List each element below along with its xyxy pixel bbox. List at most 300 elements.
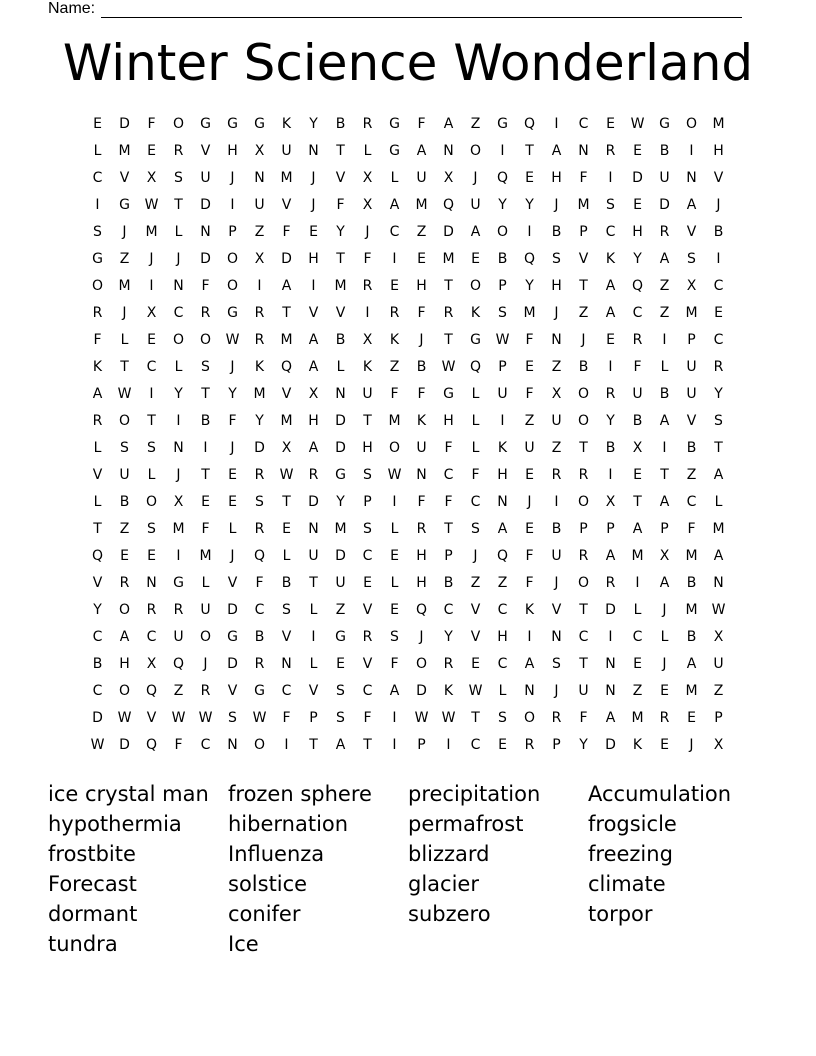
grid-letter: Z [416, 224, 427, 240]
grid-letter: E [471, 251, 480, 267]
grid-letter: N [551, 629, 562, 645]
grid-row [84, 277, 732, 304]
grid-letter: F [633, 359, 642, 375]
grid-letter: Y [525, 278, 534, 294]
grid-letter: U [470, 197, 481, 213]
grid-letter: T [444, 332, 453, 348]
grid-letter: M [685, 602, 698, 618]
grid-letter: Q [145, 683, 158, 699]
grid-letter: A [659, 494, 670, 510]
grid-letter: P [579, 224, 588, 240]
grid-letter: I [257, 278, 262, 294]
grid-letter: L [228, 521, 237, 537]
grid-letter: Z [524, 413, 535, 429]
grid-letter: B [605, 440, 616, 456]
name-field-row [48, 0, 742, 18]
grid-letter: E [714, 305, 723, 321]
grid-letter: G [335, 467, 346, 483]
grid-letter: E [201, 494, 210, 510]
grid-letter: M [442, 251, 455, 267]
grid-letter: M [685, 305, 698, 321]
grid-letter: S [363, 521, 372, 537]
grid-row [84, 223, 732, 250]
grid-letter: V [335, 305, 346, 321]
grid-letter: M [253, 386, 266, 402]
grid-row [84, 412, 732, 439]
grid-letter: U [551, 548, 562, 564]
grid-letter: D [632, 170, 643, 186]
grid-letter: X [713, 629, 724, 645]
grid-row [84, 736, 732, 763]
grid-letter: V [119, 170, 130, 186]
grid-letter: W [90, 737, 105, 753]
grid-letter: U [713, 656, 724, 672]
grid-letter: X [362, 197, 373, 213]
grid-letter: S [687, 251, 696, 267]
grid-letter: X [146, 305, 157, 321]
grid-letter: D [659, 197, 670, 213]
grid-letter: K [524, 602, 535, 618]
grid-letter: J [230, 359, 235, 375]
grid-letter: R [362, 278, 373, 294]
word-list-item: hibernation [228, 812, 349, 836]
grid-letter: W [144, 197, 159, 213]
grid-letter: I [176, 413, 181, 429]
grid-letter: I [608, 467, 613, 483]
grid-letter: E [120, 548, 129, 564]
grid-letter: T [336, 143, 345, 159]
word-list-item: precipitation [408, 782, 541, 806]
grid-letter: J [662, 656, 667, 672]
grid-letter: O [226, 278, 239, 294]
grid-letter: H [416, 575, 427, 591]
word-list-item: Influenza [228, 842, 325, 866]
grid-letter: G [119, 197, 130, 213]
grid-letter: Q [631, 278, 644, 294]
grid-letter: O [253, 737, 266, 753]
grid-letter: N [281, 656, 292, 672]
grid-letter: L [471, 413, 480, 429]
grid-letter: J [554, 305, 559, 321]
grid-letter: D [227, 656, 238, 672]
grid-letter: I [230, 197, 235, 213]
grid-letter: W [711, 602, 726, 618]
grid-letter: Z [173, 683, 184, 699]
grid-letter: J [689, 737, 694, 753]
grid-letter: Z [254, 224, 265, 240]
grid-letter: V [308, 683, 319, 699]
grid-letter: I [554, 494, 559, 510]
grid-letter: N [254, 170, 265, 186]
grid-letter: V [551, 602, 562, 618]
grid-letter: D [605, 737, 616, 753]
grid-letter: R [578, 467, 589, 483]
grid-letter: A [605, 278, 616, 294]
word-list-item: Forecast [48, 872, 137, 896]
grid-row [84, 574, 732, 601]
grid-letter: G [443, 386, 454, 402]
grid-letter: C [200, 737, 211, 753]
grid-letter: Q [91, 548, 104, 564]
grid-letter: Z [686, 467, 697, 483]
name-label: Name: [48, 0, 96, 17]
grid-letter: O [199, 629, 212, 645]
grid-letter: R [659, 224, 670, 240]
grid-letter: B [335, 332, 346, 348]
grid-letter: E [147, 143, 156, 159]
grid-letter: N [200, 224, 211, 240]
grid-letter: W [387, 467, 402, 483]
grid-letter: W [630, 116, 645, 132]
grid-letter: V [92, 575, 103, 591]
grid-letter: I [662, 332, 667, 348]
grid-letter: V [686, 413, 697, 429]
grid-letter: C [497, 602, 508, 618]
grid-letter: A [119, 629, 130, 645]
grid-letter: C [632, 305, 643, 321]
grid-letter: O [172, 116, 185, 132]
grid-letter: K [470, 305, 481, 321]
grid-letter: E [633, 143, 642, 159]
grid-letter: V [200, 143, 211, 159]
grid-letter: C [713, 332, 724, 348]
grid-letter: J [176, 251, 181, 267]
grid-letter: I [500, 143, 505, 159]
grid-letter: D [308, 494, 319, 510]
grid-letter: Z [470, 575, 481, 591]
grid-row [84, 547, 732, 574]
grid-letter: A [605, 305, 616, 321]
grid-letter: E [525, 467, 534, 483]
grid-letter: Y [606, 413, 615, 429]
grid-letter: V [578, 251, 589, 267]
grid-letter: B [92, 656, 103, 672]
grid-letter: E [633, 467, 642, 483]
grid-letter: Z [470, 116, 481, 132]
grid-letter: N [146, 575, 157, 591]
grid-letter: D [200, 251, 211, 267]
grid-letter: R [173, 143, 184, 159]
grid-letter: J [230, 548, 235, 564]
grid-letter: X [254, 143, 265, 159]
grid-letter: I [527, 629, 532, 645]
grid-letter: S [552, 656, 561, 672]
grid-letter: B [281, 575, 292, 591]
grid-letter: M [199, 548, 212, 564]
grid-letter: Y [174, 386, 183, 402]
grid-letter: A [470, 224, 481, 240]
grid-letter: H [362, 440, 373, 456]
grid-letter: O [469, 143, 482, 159]
grid-letter: X [605, 494, 616, 510]
grid-letter: H [551, 278, 562, 294]
grid-letter: E [498, 737, 507, 753]
word-list-item: conifer [228, 902, 301, 926]
grid-letter: D [200, 197, 211, 213]
word-list-item: frozen sphere [228, 782, 372, 806]
grid-letter: A [92, 386, 103, 402]
grid-letter: G [254, 116, 265, 132]
grid-letter: H [497, 467, 508, 483]
grid-letter: K [254, 359, 265, 375]
grid-letter: W [414, 710, 429, 726]
grid-letter: L [93, 440, 102, 456]
grid-letter: C [686, 494, 697, 510]
grid-letter: D [227, 602, 238, 618]
grid-letter: H [443, 413, 454, 429]
grid-letter: L [633, 602, 642, 618]
grid-letter: I [446, 737, 451, 753]
grid-letter: J [149, 251, 154, 267]
grid-letter: R [605, 386, 616, 402]
grid-letter: T [363, 413, 372, 429]
grid-letter: M [685, 548, 698, 564]
grid-letter: A [605, 548, 616, 564]
grid-letter: S [147, 521, 156, 537]
grid-letter: T [309, 575, 318, 591]
word-list-item: subzero [408, 902, 491, 926]
grid-letter: G [227, 629, 238, 645]
grid-letter: A [308, 440, 319, 456]
grid-letter: W [441, 710, 456, 726]
grid-letter: L [309, 656, 318, 672]
grid-letter: C [362, 683, 373, 699]
grid-letter: N [227, 737, 238, 753]
grid-letter: S [228, 710, 237, 726]
grid-letter: T [147, 413, 156, 429]
grid-letter: C [146, 629, 157, 645]
grid-letter: J [311, 170, 316, 186]
grid-letter: I [149, 386, 154, 402]
grid-letter: Z [389, 359, 400, 375]
grid-letter: M [415, 197, 428, 213]
grid-letter: L [660, 629, 669, 645]
grid-letter: X [686, 278, 697, 294]
grid-letter: O [523, 710, 536, 726]
grid-letter: Y [525, 197, 534, 213]
grid-letter: H [119, 656, 130, 672]
grid-letter: H [308, 251, 319, 267]
grid-letter: M [712, 116, 725, 132]
grid-letter: I [527, 224, 532, 240]
grid-letter: I [203, 440, 208, 456]
grid-letter: D [416, 683, 427, 699]
grid-letter: E [606, 332, 615, 348]
grid-letter: Y [336, 494, 345, 510]
grid-letter: J [662, 602, 667, 618]
grid-letter: T [579, 440, 588, 456]
grid-letter: I [608, 629, 613, 645]
grid-letter: P [498, 359, 507, 375]
grid-letter: R [254, 656, 265, 672]
grid-letter: W [279, 467, 294, 483]
grid-letter: U [686, 386, 697, 402]
word-list-item: torpor [588, 902, 653, 926]
grid-letter: L [174, 224, 183, 240]
grid-letter: O [469, 278, 482, 294]
grid-letter: F [147, 116, 156, 132]
grid-letter: X [362, 170, 373, 186]
grid-letter: X [659, 548, 670, 564]
grid-letter: I [608, 359, 613, 375]
grid-letter: X [254, 251, 265, 267]
grid-letter: Q [496, 548, 509, 564]
grid-letter: W [495, 332, 510, 348]
grid-letter: A [659, 251, 670, 267]
grid-letter: F [525, 575, 534, 591]
grid-letter: Z [632, 683, 643, 699]
grid-letter: H [497, 629, 508, 645]
grid-letter: N [416, 467, 427, 483]
grid-letter: P [606, 521, 615, 537]
grid-letter: A [659, 575, 670, 591]
grid-letter: G [227, 305, 238, 321]
grid-letter: M [577, 197, 590, 213]
grid-letter: R [146, 602, 157, 618]
grid-letter: U [416, 170, 427, 186]
grid-letter: A [686, 197, 697, 213]
grid-letter: M [280, 332, 293, 348]
grid-letter: E [228, 494, 237, 510]
grid-row [84, 358, 732, 385]
grid-letter: A [389, 197, 400, 213]
grid-letter: L [714, 494, 723, 510]
grid-letter: A [659, 413, 670, 429]
grid-letter: X [713, 737, 724, 753]
grid-letter: C [281, 683, 292, 699]
grid-letter: Q [172, 656, 185, 672]
grid-letter: S [120, 440, 129, 456]
grid-letter: V [686, 224, 697, 240]
grid-letter: E [633, 197, 642, 213]
grid-letter: E [660, 737, 669, 753]
grid-letter: I [554, 116, 559, 132]
grid-letter: M [280, 413, 293, 429]
name-underline [101, 3, 742, 18]
grid-letter: J [554, 683, 559, 699]
grid-letter: L [390, 170, 399, 186]
grid-letter: C [443, 467, 454, 483]
grid-letter: U [524, 440, 535, 456]
grid-letter: K [281, 116, 292, 132]
grid-letter: J [716, 197, 721, 213]
grid-letter: S [174, 170, 183, 186]
grid-letter: R [659, 710, 670, 726]
grid-letter: S [282, 602, 291, 618]
letter-grid [84, 115, 732, 763]
grid-letter: F [336, 197, 345, 213]
grid-letter: B [578, 359, 589, 375]
grid-letter: S [498, 710, 507, 726]
grid-letter: Q [280, 359, 293, 375]
grid-letter: B [713, 224, 724, 240]
grid-letter: E [606, 116, 615, 132]
grid-letter: E [336, 656, 345, 672]
grid-letter: Y [228, 386, 237, 402]
grid-letter: K [92, 359, 103, 375]
grid-letter: N [173, 440, 184, 456]
grid-letter: J [230, 440, 235, 456]
grid-letter: R [92, 305, 103, 321]
grid-letter: C [443, 602, 454, 618]
grid-letter: M [523, 305, 536, 321]
grid-letter: U [659, 170, 670, 186]
grid-letter: B [659, 143, 670, 159]
grid-letter: T [201, 386, 210, 402]
grid-letter: E [525, 359, 534, 375]
grid-letter: U [254, 197, 265, 213]
grid-letter: R [389, 305, 400, 321]
grid-letter: X [281, 440, 292, 456]
grid-letter: P [309, 710, 318, 726]
grid-letter: P [228, 224, 237, 240]
grid-letter: T [444, 278, 453, 294]
grid-letter: N [308, 521, 319, 537]
grid-letter: K [443, 683, 454, 699]
grid-letter: P [498, 278, 507, 294]
grid-letter: C [92, 170, 103, 186]
grid-letter: N [686, 170, 697, 186]
grid-letter: V [146, 710, 157, 726]
grid-letter: S [93, 224, 102, 240]
word-list-item: Accumulation [588, 782, 732, 806]
grid-letter: Q [496, 170, 509, 186]
grid-letter: O [577, 386, 590, 402]
grid-letter: P [552, 737, 561, 753]
grid-letter: T [633, 494, 642, 510]
grid-letter: Q [253, 548, 266, 564]
grid-letter: V [713, 170, 724, 186]
grid-letter: Q [523, 251, 536, 267]
word-list-item: hypothermia [48, 812, 182, 836]
grid-letter: L [390, 575, 399, 591]
grid-letter: I [689, 143, 694, 159]
grid-letter: D [443, 224, 454, 240]
grid-letter: P [714, 710, 723, 726]
grid-letter: R [605, 575, 616, 591]
grid-letter: O [388, 440, 401, 456]
grid-letter: Y [336, 224, 345, 240]
grid-letter: C [497, 656, 508, 672]
grid-letter: F [228, 413, 237, 429]
grid-letter: Y [579, 737, 588, 753]
grid-letter: T [336, 251, 345, 267]
grid-letter: U [416, 440, 427, 456]
grid-letter: I [635, 575, 640, 591]
grid-letter: F [417, 386, 426, 402]
grid-letter: F [363, 710, 372, 726]
grid-row [84, 682, 732, 709]
grid-letter: T [282, 305, 291, 321]
grid-letter: O [415, 656, 428, 672]
grid-letter: E [309, 224, 318, 240]
grid-letter: R [551, 710, 562, 726]
grid-letter: P [417, 737, 426, 753]
grid-letter: T [363, 737, 372, 753]
word-list-item: ice crystal man [48, 782, 209, 806]
grid-letter: C [605, 224, 616, 240]
grid-letter: Q [415, 602, 428, 618]
grid-letter: K [497, 440, 508, 456]
grid-letter: L [471, 440, 480, 456]
page-title: Winter Science Wonderland [62, 34, 754, 92]
grid-letter: A [713, 548, 724, 564]
grid-letter: I [608, 170, 613, 186]
grid-row [84, 331, 732, 358]
grid-letter: C [632, 629, 643, 645]
grid-letter: R [200, 305, 211, 321]
grid-letter: P [444, 548, 453, 564]
